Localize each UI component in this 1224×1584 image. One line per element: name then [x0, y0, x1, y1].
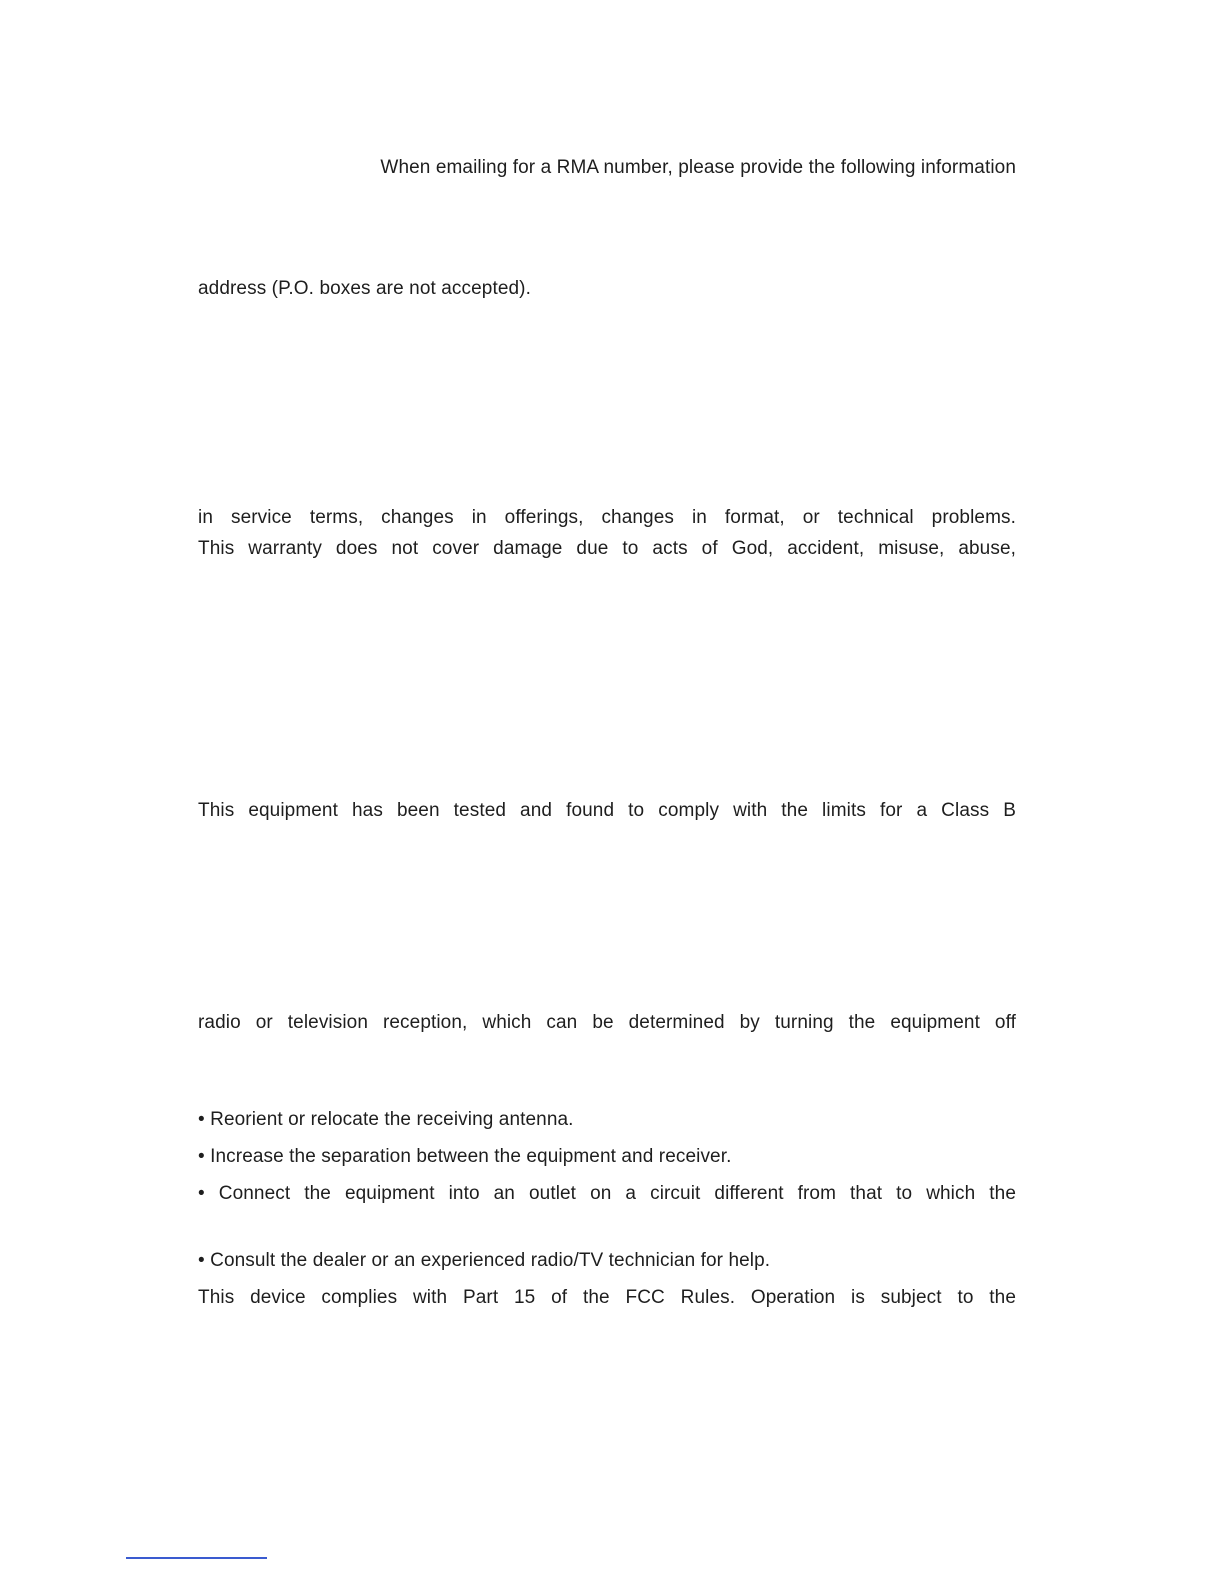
address-note-line: address (P.O. boxes are not accepted).	[198, 278, 531, 299]
rma-intro-line: When emailing for a RMA number, please provide the following information	[380, 157, 1016, 178]
bullet-separation: • Increase the separation between the equipment and receiver.	[198, 1146, 732, 1167]
class-b-statement-line: This equipment has been tested and found to comply with the limits for a Class B	[198, 800, 1016, 821]
bullet-outlet: • Connect the equipment into an outlet on a circuit different from that to which the	[198, 1183, 1016, 1204]
bullet-consult: • Consult the dealer or an experienced radio/TV technician for help.	[198, 1250, 771, 1271]
fcc-part15-line: This device complies with Part 15 of the FCC Rules. Operation is subject to the	[198, 1287, 1016, 1308]
service-terms-line: in service terms, changes in offerings, changes in format, or technical problems.	[198, 507, 1016, 528]
warranty-exclusions-line: This warranty does not cover damage due to acts of God, accident, misuse, abuse,	[198, 538, 1016, 559]
bullet-reorient: • Reorient or relocate the receiving antenna.	[198, 1109, 574, 1130]
footer-link-underline	[126, 1557, 267, 1559]
interference-statement-line: radio or television reception, which can be determined by turning the equipment off	[198, 1012, 1016, 1033]
